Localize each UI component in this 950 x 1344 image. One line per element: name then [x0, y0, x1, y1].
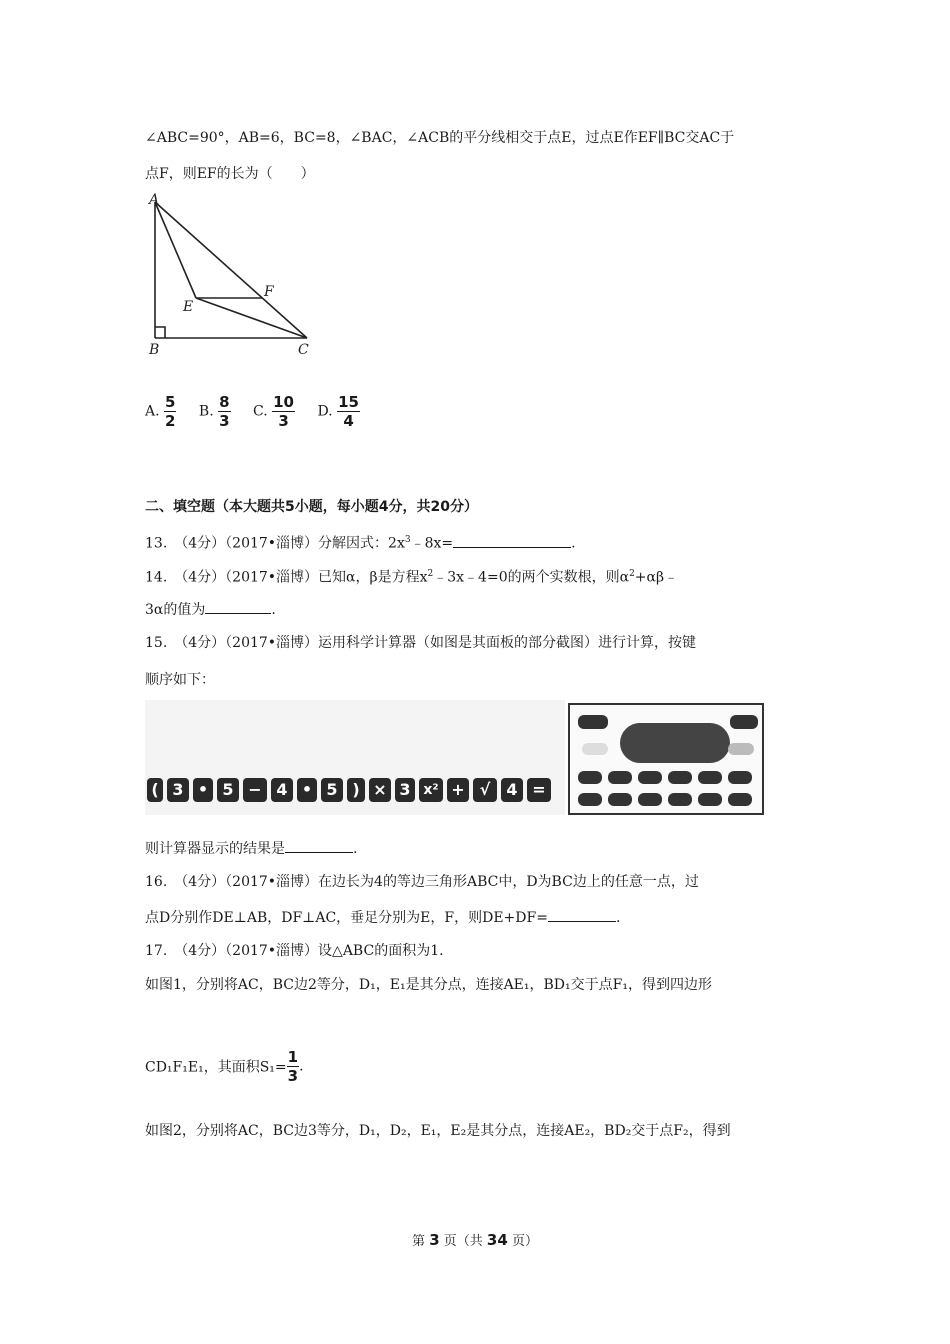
q12-choices: [145, 393, 378, 430]
answer-blank: [453, 533, 571, 548]
label-c: C: [298, 342, 309, 358]
key-equals: =: [527, 778, 551, 802]
direction-pad: [620, 723, 730, 763]
q17-line1: 17. （4分）（2017•淄博）设△ABC的面积为1.: [145, 943, 444, 959]
q14-line2: 3α的值为 .: [145, 599, 276, 620]
choice-a: A. $\frac{5}{2}$: [145, 393, 176, 430]
label-f: F: [264, 284, 274, 300]
q13: 13. （4分）（2017•淄博）分解因式：$2x^3﹣8x=$ .: [145, 530, 576, 554]
answer-blank: [285, 838, 353, 853]
label-b: B: [149, 342, 160, 358]
right-angle-mark: [155, 327, 165, 338]
segment-ae: [155, 202, 196, 298]
key-multiply: ×: [369, 778, 391, 802]
panel-key: [608, 793, 632, 806]
key-dot: •: [297, 778, 317, 802]
panel-key: [668, 793, 692, 806]
panel-key: [698, 793, 722, 806]
segment-ac: [155, 202, 307, 338]
panel-key: [728, 743, 754, 755]
q17-line4: 如图2，分别将AC，BC边3等分，D₁，D₂，E₁，E₂是其分点，连接AE₂，BD₂交于点F₂，得到: [145, 1123, 731, 1139]
segment-ce: [196, 298, 307, 338]
q15-result: 则计算器显示的结果是 .: [145, 838, 357, 859]
panel-key: [698, 771, 722, 784]
panel-key: [578, 715, 608, 729]
section-title: 二、填空题（本大题共5小题，每小题4分，共20分）: [145, 499, 478, 515]
q14-line1: 14. （4分）（2017•淄博）已知α，β是方程$x^2﹣3x﹣4=0$的两个实数根，则$\alpha^2+\alpha\beta﹣$: [145, 569, 679, 586]
key-dot: •: [193, 778, 213, 802]
key-4: 4: [271, 778, 293, 802]
answer-blank: [205, 599, 271, 614]
total-pages: 34: [486, 1231, 508, 1249]
key-close-paren: ): [347, 778, 365, 802]
q12-line2: 点F，则EF的长为（ ）: [145, 166, 315, 182]
panel-key: [728, 771, 752, 784]
key-open-paren: (: [147, 778, 163, 802]
key-minus: −: [243, 778, 267, 802]
panel-key: [638, 771, 662, 784]
choice-b: B. $\frac{8}{3}$: [198, 393, 230, 430]
page-footer: 第 3 页（共 34 页）: [412, 1231, 538, 1249]
panel-key: [668, 771, 692, 784]
panel-key: [728, 793, 752, 806]
calculator-panel-image: [568, 703, 764, 815]
panel-key: [730, 715, 758, 729]
panel-key: [608, 771, 632, 784]
panel-key: [582, 743, 608, 755]
panel-key: [578, 793, 602, 806]
key-5: 5: [321, 778, 343, 802]
label-e: E: [183, 299, 194, 315]
key-plus: +: [447, 778, 469, 802]
key-sqrt: √: [473, 778, 497, 802]
q16-line1: 16. （4分）（2017•淄博）在边长为4的等边三角形ABC中，D为BC边上的任意一点，过: [145, 874, 699, 890]
q17-line3: CD₁F₁E₁，其面积S₁= $\frac{1}{3}$ .: [145, 1048, 304, 1085]
key-sequence-image: [145, 700, 565, 815]
panel-key: [578, 771, 602, 784]
triangle-figure: [140, 190, 330, 360]
q15-line1: 15. （4分）（2017•淄博）运用科学计算器（如图是其面板的部分截图）进行计算，按键: [145, 635, 697, 651]
key-3: 3: [167, 778, 189, 802]
key-5: 5: [217, 778, 239, 802]
page-number: 3: [429, 1231, 440, 1249]
panel-key: [638, 793, 662, 806]
key-square: x²: [419, 778, 443, 802]
q16-line2: 点D分别作DE⊥AB，DF⊥AC，垂足分别为E，F，则DE+DF= .: [145, 907, 620, 928]
key-3: 3: [395, 778, 415, 802]
q17-line2: 如图1，分别将AC，BC边2等分，D₁，E₁是其分点，连接AE₁，BD₁交于点F₁，得到四边形: [145, 977, 712, 993]
choice-c: C. $\frac{10}{3}$: [253, 393, 294, 430]
key-4: 4: [501, 778, 523, 802]
answer-blank: [548, 907, 616, 922]
q15-line2: 顺序如下：: [145, 672, 215, 688]
choice-d: D. $\frac{15}{4}$: [317, 393, 359, 430]
q12-line1: ∠ABC=90°，AB=6，BC=8，∠BAC，∠ACB的平分线相交于点E，过点E作EF∥BC交AC于: [145, 130, 735, 146]
label-a: A: [149, 192, 160, 208]
